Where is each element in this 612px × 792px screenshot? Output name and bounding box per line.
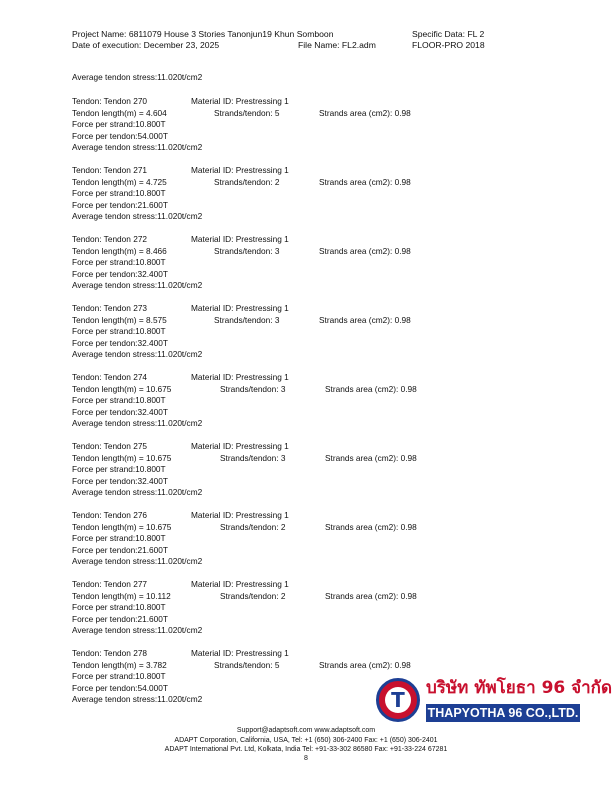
force-per-tendon: Force per tendon:32.400T	[72, 475, 168, 486]
file-name: File Name: FL2.adm	[298, 40, 376, 50]
average-tendon-stress: Average tendon stress:11.020t/cm2	[72, 280, 203, 290]
force-per-tendon: Force per tendon:32.400T	[72, 268, 168, 279]
material-id: Material ID: Prestressing 1	[191, 579, 289, 589]
force-per-strand: Force per strand:10.800T	[72, 257, 166, 267]
tendon-name: Tendon: Tendon 275	[72, 441, 148, 451]
strands-per-tendon: Strands/tendon: 3	[214, 245, 280, 256]
force-per-tendon: Force per tendon:54.000T	[72, 682, 168, 693]
tendon-name: Tendon: Tendon 272	[72, 234, 148, 244]
strands-area: Strands area (cm2): 0.98	[325, 452, 417, 463]
force-per-tendon: Force per tendon:21.600T	[72, 613, 168, 624]
tendon-length: Tendon length(m) = 4.725	[72, 176, 167, 187]
material-id: Material ID: Prestressing 1	[191, 96, 289, 106]
specific-data: Specific Data: FL 2	[412, 29, 485, 39]
force-per-strand: Force per strand:10.800T	[72, 464, 166, 474]
force-per-tendon: Force per tendon:21.600T	[72, 544, 168, 555]
tendon-block	[0, 96, 612, 176]
footer-support: Support@adaptsoft.com www.adaptsoft.com	[236, 727, 376, 734]
force-per-strand: Force per strand:10.800T	[72, 119, 166, 129]
average-tendon-stress: Average tendon stress:11.020t/cm2	[72, 694, 203, 704]
average-tendon-stress: Average tendon stress:11.020t/cm2	[72, 625, 203, 635]
strands-area: Strands area (cm2): 0.98	[319, 245, 411, 256]
tendon-length: Tendon length(m) = 10.675	[72, 521, 172, 532]
strands-per-tendon: Strands/tendon: 5	[214, 659, 280, 670]
logo-thai-name: บริษัท ทัพโยธา 96 จำกัด	[426, 678, 612, 698]
tendon-name: Tendon: Tendon 278	[72, 648, 148, 658]
force-per-strand: Force per strand:10.800T	[72, 326, 166, 336]
tendon-name: Tendon: Tendon 277	[72, 579, 148, 589]
average-tendon-stress: Average tendon stress:11.020t/cm2	[72, 418, 203, 428]
average-stress-line: Average tendon stress:11.020t/cm2	[72, 72, 203, 82]
force-per-strand: Force per strand:10.800T	[72, 602, 166, 612]
tendon-length: Tendon length(m) = 10.112	[72, 590, 171, 601]
tendon-block	[0, 303, 612, 383]
force-per-strand: Force per strand:10.800T	[72, 188, 166, 198]
average-tendon-stress: Average tendon stress:11.020t/cm2	[72, 142, 203, 152]
material-id: Material ID: Prestressing 1	[191, 303, 289, 313]
page-number: 8	[304, 755, 308, 762]
average-tendon-stress: Average tendon stress:11.020t/cm2	[72, 211, 203, 221]
material-id: Material ID: Prestressing 1	[191, 165, 289, 175]
strands-per-tendon: Strands/tendon: 2	[214, 176, 280, 187]
material-id: Material ID: Prestressing 1	[191, 234, 289, 244]
tendon-length: Tendon length(m) = 8.575	[72, 314, 167, 325]
strands-area: Strands area (cm2): 0.98	[319, 659, 411, 670]
strands-per-tendon: Strands/tendon: 3	[220, 383, 286, 394]
tendon-name: Tendon: Tendon 271	[72, 165, 148, 175]
tendon-name: Tendon: Tendon 274	[72, 372, 148, 382]
force-per-tendon: Force per tendon:32.400T	[72, 337, 168, 348]
force-per-strand: Force per strand:10.800T	[72, 533, 166, 543]
strands-area: Strands area (cm2): 0.98	[319, 176, 411, 187]
project-name: Project Name: 6811079 House 3 Stories Tanonjun19 Khun Somboon	[72, 29, 334, 39]
tendon-block	[0, 441, 612, 521]
strands-per-tendon: Strands/tendon: 2	[220, 590, 286, 601]
force-per-tendon: Force per tendon:21.600T	[72, 199, 168, 210]
software-name: FLOOR-PRO 2018	[412, 40, 485, 50]
logo-english-name: THAPYOTHA 96 CO.,LTD.	[427, 706, 579, 720]
material-id: Material ID: Prestressing 1	[191, 441, 289, 451]
strands-area: Strands area (cm2): 0.98	[325, 521, 417, 532]
average-tendon-stress: Average tendon stress:11.020t/cm2	[72, 556, 203, 566]
strands-per-tendon: Strands/tendon: 5	[214, 107, 280, 118]
tendon-name: Tendon: Tendon 270	[72, 96, 148, 106]
tendon-block	[0, 510, 612, 590]
tendon-block	[0, 234, 612, 314]
tendon-name: Tendon: Tendon 273	[72, 303, 148, 313]
tendon-block	[0, 372, 612, 452]
material-id: Material ID: Prestressing 1	[191, 372, 289, 382]
strands-area: Strands area (cm2): 0.98	[325, 383, 417, 394]
tendon-length: Tendon length(m) = 4.604	[72, 107, 167, 118]
strands-area: Strands area (cm2): 0.98	[319, 107, 411, 118]
strands-per-tendon: Strands/tendon: 2	[220, 521, 286, 532]
force-per-tendon: Force per tendon:32.400T	[72, 406, 168, 417]
footer-adapt-usa: ADAPT Corporation, California, USA, Tel: +1 (650) 306-2400 Fax: +1 (650) 306-2401	[174, 737, 438, 744]
tendon-block	[0, 579, 612, 659]
strands-per-tendon: Strands/tendon: 3	[220, 452, 286, 463]
strands-per-tendon: Strands/tendon: 3	[214, 314, 280, 325]
material-id: Material ID: Prestressing 1	[191, 510, 289, 520]
tendon-length: Tendon length(m) = 8.466	[72, 245, 167, 256]
force-per-tendon: Force per tendon:54.000T	[72, 130, 168, 141]
tendon-length: Tendon length(m) = 10.675	[72, 452, 172, 463]
strands-area: Strands area (cm2): 0.98	[325, 590, 417, 601]
tendon-name: Tendon: Tendon 276	[72, 510, 148, 520]
force-per-strand: Force per strand:10.800T	[72, 671, 166, 681]
average-tendon-stress: Average tendon stress:11.020t/cm2	[72, 487, 203, 497]
logo-mark: T	[376, 678, 420, 722]
execution-date: Date of execution: December 23, 2025	[72, 40, 220, 50]
material-id: Material ID: Prestressing 1	[191, 648, 289, 658]
tendon-length: Tendon length(m) = 3.782	[72, 659, 167, 670]
force-per-strand: Force per strand:10.800T	[72, 395, 166, 405]
strands-area: Strands area (cm2): 0.98	[319, 314, 411, 325]
company-logo	[376, 676, 612, 724]
tendon-length: Tendon length(m) = 10.675	[72, 383, 172, 394]
footer-adapt-india: ADAPT International Pvt. Ltd, Kolkata, India Tel: +91-33-302 86580 Fax: +91-33-224 67281	[164, 746, 448, 753]
tendon-block	[0, 165, 612, 245]
average-tendon-stress: Average tendon stress:11.020t/cm2	[72, 349, 203, 359]
